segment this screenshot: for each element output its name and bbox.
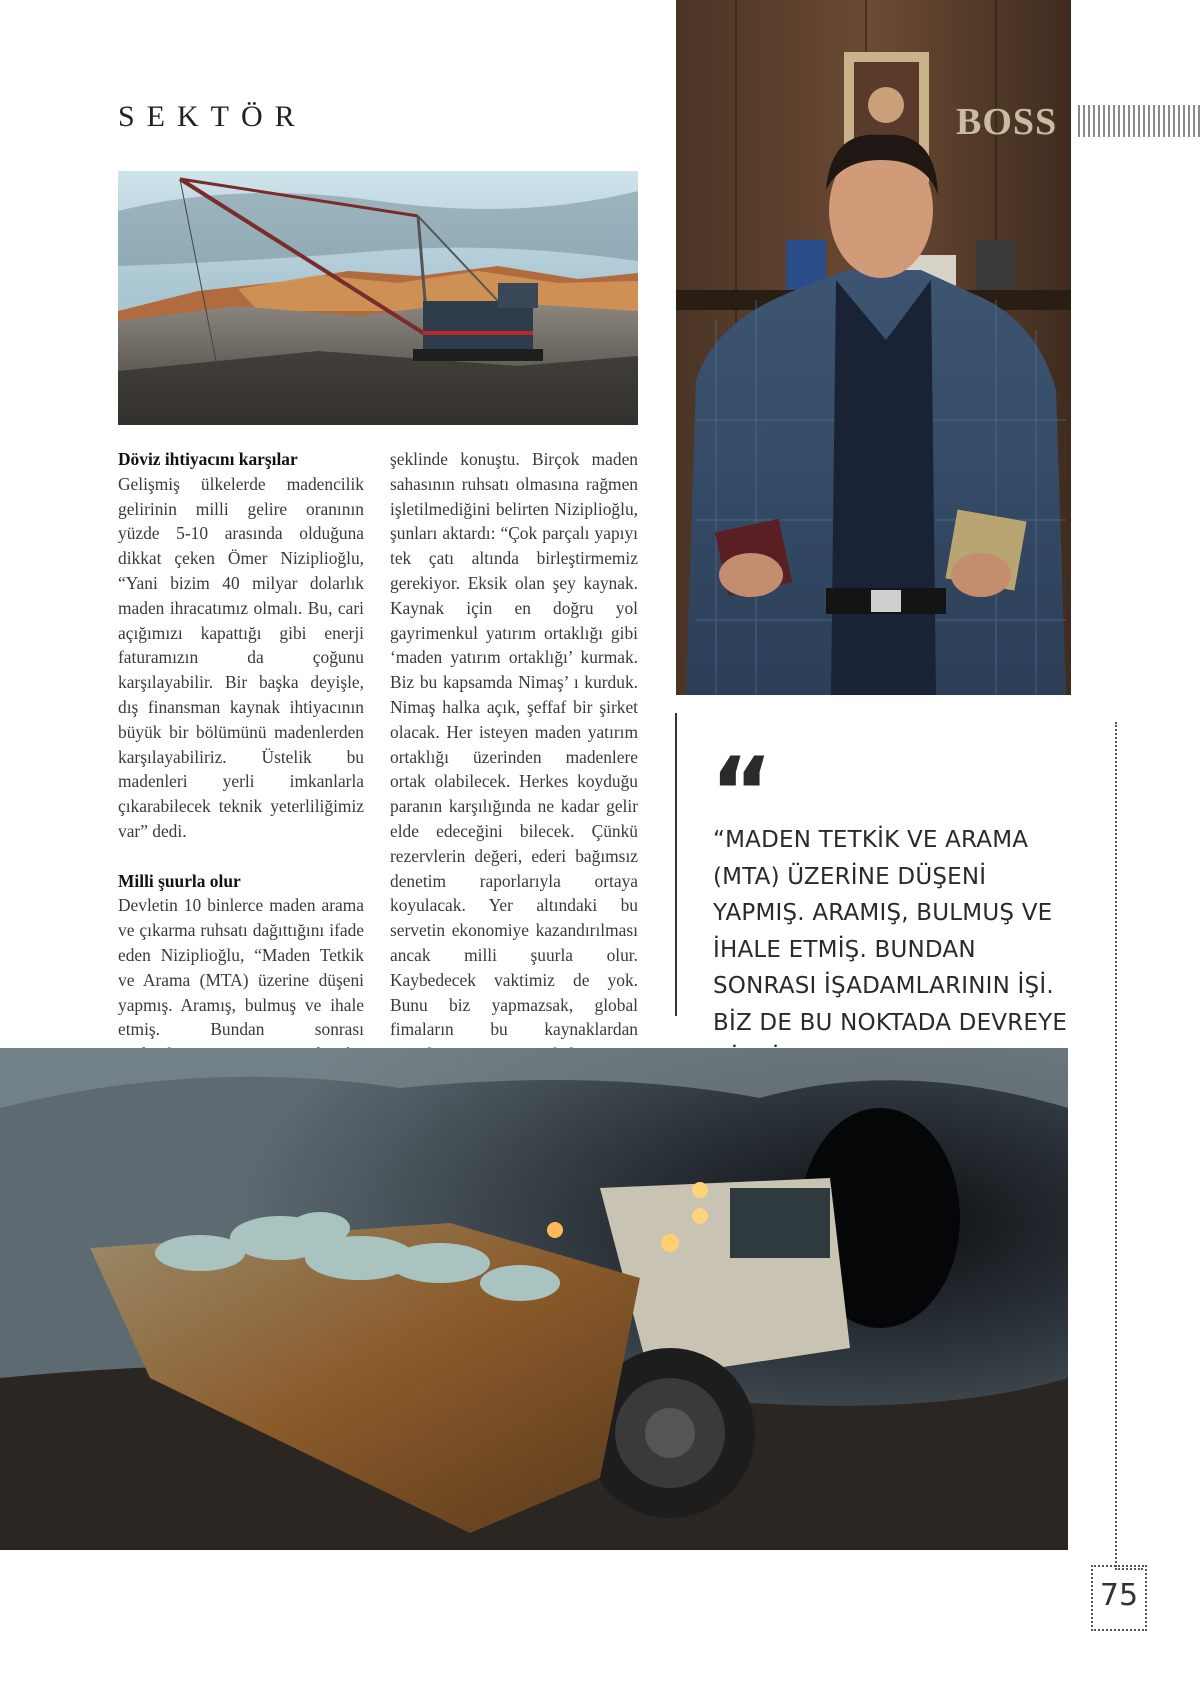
body-paragraph: Devletin 10 binlerce maden arama ve çıkarma ruhsatı dağıttığını ifade eden Niziplioğlu, “Maden Tetkik ve Arama (MTA) üzerine düşeni yapmış. Aramış, bulmuş ve ihale etmiş. Bundan sonrası [118,895,364,1040]
subheading: Milli şuurla olur [118,870,241,891]
page-border-dotted [1115,722,1117,1570]
magazine-logo: BOSS [956,101,1058,143]
paragraph-spacer [118,844,364,869]
subheading: Döviz ihtiyacını karşılar [118,449,298,469]
quote-mark-icon: “ [710,737,774,849]
section-label: SEKTÖR [118,100,307,133]
article-column-2 [390,447,638,1067]
decorative-stripes [1078,105,1200,137]
pull-quote: “MADEN TETKİK VE ARAMA (MTA) ÜZERİNE DÜŞENİ YAPMIŞ. ARAMIŞ, BULMUŞ VE İHALE ETMİŞ. BUNDAN SONRASI İŞADAMLARININ İŞİ. BİZ DE BU NOKTADA DEVREYE [713,827,1068,1036]
dragline-excavator-photo [118,171,638,425]
article-column-1 [118,447,364,1092]
underground-loader-photo [0,1048,1068,1550]
quote-divider [675,713,677,1016]
page-number: 75 [1099,1578,1139,1613]
body-paragraph: Gelişmiş ülkelerde madencilik gelirinin milli gelire oranının yüzde 5-10 arasında olduğuna dikkat çeken Ömer Niziplioğlu, “Yani bizim 40 milyar dolarlık maden ihracatımız olmalı. Bu, cari açığımızı kapattığı gibi enerji faturamızın da çoğunu karşılayabilir. Bir başka deyişle, dış finansman kaynak ihtiyacının büyük bir bölümünü madenlerden karşılayabiliriz. Üstelik bu madenleri yerli imkanlarla çıkarabilecek teknik yeterliliğimiz var” dedi. [118,473,364,841]
body-paragraph: şeklinde konuştu. Birçok maden sahasının ruhsatı olmasına rağmen işletilmediğini belirten Niziplioğlu, şunları aktardı: “Çok parçalı yapıyı tek çatı altında birleştirmemiz gerekiyor. Eksik olan şey kaynak. Kaynak için en doğru yol gayrimenkul yatırım ortaklığı gibi ‘maden yatırım ortaklığı’ kurmak. Biz bu kapsamda Nimaş’ ı kurduk. Nimaş halka açık, şeffaf bir şirket olacak. Her isteyen maden yatırım ortaklığı üzerinden madenlere ortak olabilecek. Herkes koyduğu paranın karşılığında ne kadar gelir elde edeceğini bilecek. Çünkü rezervlerin değeri, ederi bağımsız denetim raporlarıyla ortaya koyulacak. Yer altındaki bu servetin ekonomiye kazandırılması ancak milli şuurla olur. Kaybedecek vaktimiz de yok. Bunu biz yapmazsak, global fimaların bu kaynaklardan [390,449,638,1040]
